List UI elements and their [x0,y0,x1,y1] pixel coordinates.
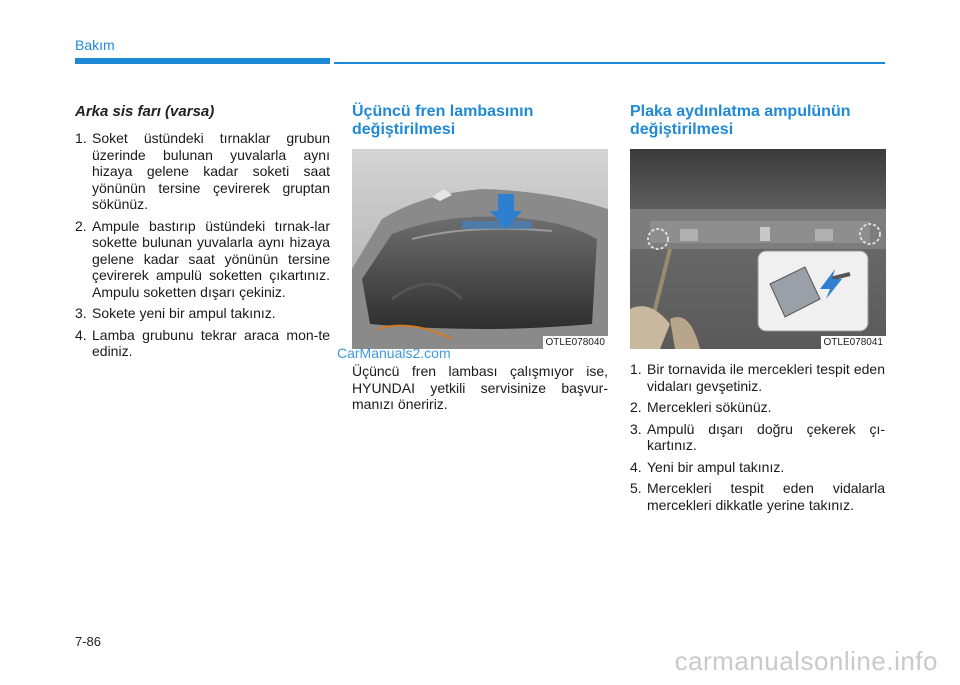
watermark-link[interactable]: CarManuals2.com [337,345,451,361]
license-plate-lamp-title: Plaka aydınlatma ampulünün değiştirilmesi [630,103,851,138]
column-license-plate-lamp [630,103,885,518]
step-item: 1. Bir tornavida ile mercekleri tespit eden vidaları gevşetiniz. [630,361,885,394]
rear-fog-lamp-title: Arka sis farı (varsa) [75,103,215,120]
step-item: 5. Mercekleri tespit eden vidalarla mercekleri dikkatle yerine takınız. [630,480,885,513]
license-plate-lamp-figure [630,149,886,349]
third-brake-light-figure [352,149,608,349]
footer-watermark: carmanualsonline.info [674,646,938,676]
step-item: 4. Lamba grubunu tekrar araca mon-te ediniz. [75,326,330,359]
figure-code: OTLE078040 [543,336,609,349]
step-item: 2. Mercekleri sökünüz. [630,399,772,415]
license-plate-lamp-steps [630,361,885,513]
column-rear-fog-lamp [75,103,330,365]
rear-fog-lamp-steps [75,130,330,360]
header-rule-thick [75,58,330,64]
license-lamp-illustration [630,149,886,349]
step-item: 1. Soket üstündeki tırnaklar grubun üzerinde bulunan yuvalarla aynı hizaya gelene kadar soketi saat yönünün tersine çevirerek gruptan sökünüz. [75,130,330,212]
third-brake-light-title: Üçüncü fren lambasının değiştirilmesi [352,103,534,138]
step-item: 3. Sokete yeni bir ampul takınız. [75,305,276,321]
third-brake-light-body: Üçüncü fren lambası çalışmıyor ise, HYUNDAI yetkili servisinize başvur-manızı öneririz. [352,363,608,412]
step-item: 4. Yeni bir ampul takınız. [630,458,785,475]
figure-code: OTLE078041 [821,336,887,349]
car-rear-illustration [352,149,608,349]
header-rule-thin [334,62,885,64]
step-item: 3. Ampulü dışarı doğru çekerek çı-kartınız. [630,420,885,453]
page-number: 7-86 [75,634,102,649]
step-item: 2. Ampule bastırıp üstündeki tırnak-lar sokette bulunan yuvalarla aynı hizaya gelene kadar saat yönünün tersine çevirerek ampulü soketten çıkartınız. Ampulu soketten dışarı çekiniz. [75,217,330,300]
section-label: Bakım [75,37,115,53]
column-third-brake-light [352,103,608,413]
